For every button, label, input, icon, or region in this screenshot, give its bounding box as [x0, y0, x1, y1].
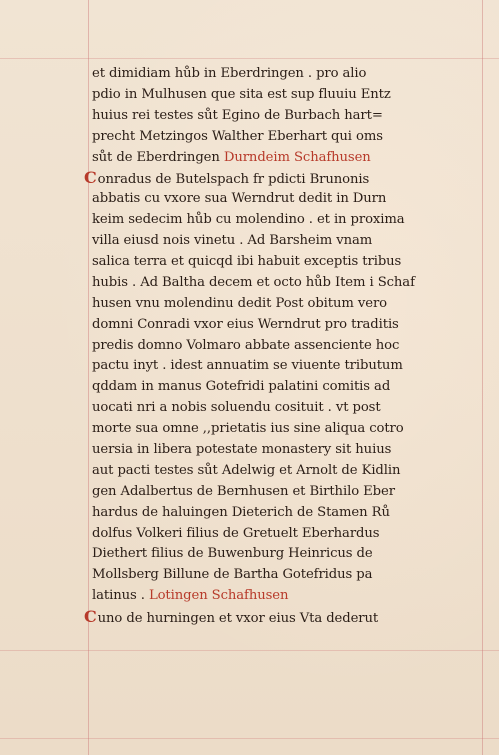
manuscript-line: [92, 315, 477, 336]
manuscript-line: [92, 106, 477, 127]
manuscript-text: dolfus Volkeri filius de Gretuelt Eberhardus: [92, 525, 380, 541]
manuscript-text: uocati nri a nobis soluendu cosituit . vt post: [92, 400, 381, 416]
manuscript-text: qddam in manus Gotefridi palatini comitis ad: [92, 379, 391, 395]
manuscript-line: [92, 482, 477, 503]
rubricated-initial: C: [84, 607, 97, 627]
manuscript-line: [92, 127, 477, 148]
manuscript-text: aut pacti testes sůt Adelwig et Arnolt de Kidlin: [92, 462, 401, 478]
manuscript-line: [92, 544, 477, 565]
ruling-line-top: [0, 58, 499, 59]
manuscript-text: abbatis cu vxore sua Werndrut dedit in Durn: [92, 191, 387, 207]
ruling-line-left: [88, 0, 89, 755]
manuscript-text: precht Metzingos Walther Eberhart qui oms: [92, 128, 383, 144]
manuscript-line: [92, 189, 477, 210]
ruling-line-footer: [0, 738, 499, 739]
ruling-line-bottom: [0, 650, 499, 651]
rubricated-initial: C: [84, 168, 97, 188]
manuscript-line: [92, 524, 477, 545]
manuscript-text: pdio in Mulhusen que sita est sup fluuiu Entz: [92, 86, 391, 102]
manuscript-line: [92, 586, 477, 607]
manuscript-text: Diethert filius de Buwenburg Heinricus de: [92, 546, 373, 562]
manuscript-text: uersia in libera potestate monastery sit huius: [92, 442, 392, 458]
manuscript-text: uno de hurningen et vxor eius Vta dederut: [97, 611, 379, 627]
manuscript-line: [92, 252, 477, 273]
manuscript-line: [92, 440, 477, 461]
manuscript-line: [92, 64, 477, 85]
manuscript-text: Mollsberg Billune de Bartha Gotefridus pa: [92, 567, 373, 583]
ruling-line-right: [482, 0, 483, 755]
manuscript-text: gen Adalbertus de Bernhusen et Birthilo Eber: [92, 483, 395, 499]
manuscript-text: keim sedecim hůb cu molendino . et in proxima: [92, 212, 405, 228]
manuscript-text: morte sua omne ,,prietatis ius sine aliqua cotro: [92, 421, 404, 437]
manuscript-text: hardus de haluingen Dieterich de Stamen Rů: [92, 504, 390, 520]
manuscript-line: [92, 356, 477, 377]
manuscript-text: pactu inyt . idest annuatim se viuente tributum: [92, 358, 403, 374]
manuscript-line: [84, 607, 477, 628]
manuscript-text: husen vnu molendinu dedit Post obitum vero: [92, 295, 387, 311]
manuscript-text: latinus .: [92, 588, 149, 604]
manuscript-line: [92, 85, 477, 106]
manuscript-text: predis domno Volmaro abbate assenciente hoc: [92, 337, 400, 353]
manuscript-line: [92, 377, 477, 398]
rubric-heading: Durndeim Schafhusen: [223, 149, 371, 165]
manuscript-text: domni Conradi vxor eius Werndrut pro traditis: [92, 316, 399, 332]
manuscript-line: [92, 461, 477, 482]
manuscript-text: sůt de Eberdringen: [92, 149, 224, 165]
manuscript-line: [92, 565, 477, 586]
manuscript-line: [84, 168, 477, 189]
manuscript-line: [92, 503, 477, 524]
manuscript-text: villa eiusd nois vinetu . Ad Barsheim vnam: [92, 233, 373, 249]
manuscript-line: [92, 231, 477, 252]
manuscript-line: [92, 273, 477, 294]
manuscript-line: [92, 336, 477, 357]
rubric-heading: Lotingen Schafhusen: [148, 588, 289, 604]
manuscript-text: salica terra et quicqd ibi habuit exceptis tribus: [92, 254, 402, 270]
manuscript-text-block: [84, 64, 477, 628]
manuscript-text: onradus de Butelspach fr pdicti Brunonis: [97, 172, 370, 188]
manuscript-text: hubis . Ad Baltha decem et octo hůb Item i Schaf: [92, 274, 415, 290]
manuscript-line: [92, 148, 477, 169]
manuscript-line: [92, 398, 477, 419]
manuscript-text: huius rei testes sůt Egino de Burbach hart=: [92, 107, 383, 123]
manuscript-line: [92, 419, 477, 440]
manuscript-text: et dimidiam hůb in Eberdringen . pro alio: [92, 66, 367, 81]
manuscript-line: [92, 294, 477, 315]
manuscript-line: [92, 210, 477, 231]
